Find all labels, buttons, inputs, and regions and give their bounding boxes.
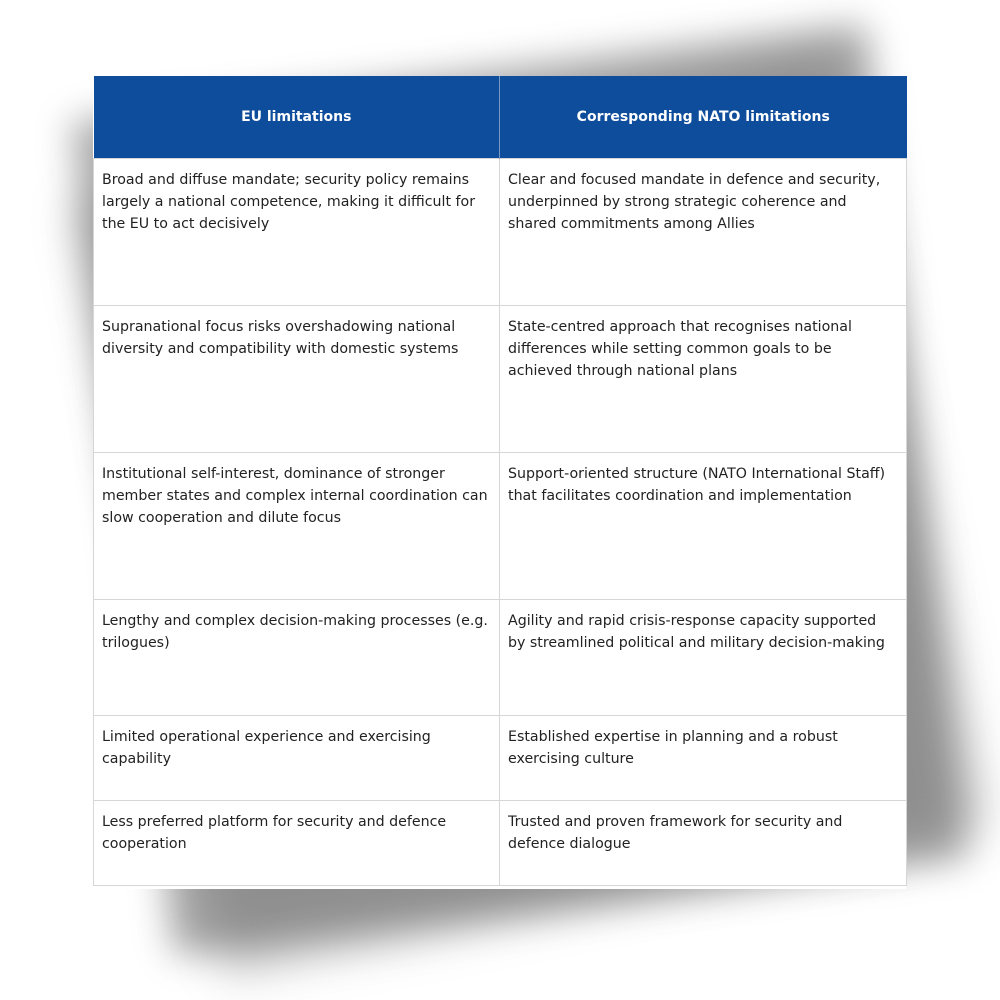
table-row bbox=[94, 306, 907, 453]
eu-limitation-cell: Lengthy and complex decision-making processes (e.g. trilogues) bbox=[94, 600, 500, 716]
limitations-table bbox=[93, 76, 907, 886]
nato-limitation-cell: Clear and focused mandate in defence and security, underpinned by strong strategic coherence and shared commitments among Allies bbox=[500, 159, 907, 306]
table-row bbox=[94, 801, 907, 886]
comparison-sheet bbox=[93, 76, 906, 889]
nato-limitation-cell: Established expertise in planning and a robust exercising culture bbox=[500, 716, 907, 801]
nato-limitation-cell: Trusted and proven framework for security and defence dialogue bbox=[500, 801, 907, 886]
eu-limitation-cell: Institutional self-interest, dominance of stronger member states and complex internal coordination can slow cooperation and dilute focus bbox=[94, 453, 500, 600]
table-row bbox=[94, 716, 907, 801]
eu-limitation-cell: Limited operational experience and exercising capability bbox=[94, 716, 500, 801]
eu-limitation-cell: Broad and diffuse mandate; security policy remains largely a national competence, making it difficult for the EU to act decisively bbox=[94, 159, 500, 306]
eu-limitation-cell: Less preferred platform for security and defence cooperation bbox=[94, 801, 500, 886]
nato-limitation-cell: Support-oriented structure (NATO International Staff) that facilitates coordination and implementation bbox=[500, 453, 907, 600]
nato-limitation-cell: Agility and rapid crisis-response capacity supported by streamlined political and military decision-making bbox=[500, 600, 907, 716]
nato-limitation-cell: State-centred approach that recognises national differences while setting common goals to be achieved through national plans bbox=[500, 306, 907, 453]
table-row bbox=[94, 600, 907, 716]
table-row bbox=[94, 159, 907, 306]
header-nato-limitations: Corresponding NATO limitations bbox=[500, 76, 907, 159]
table-row bbox=[94, 453, 907, 600]
eu-limitation-cell: Supranational focus risks overshadowing national diversity and compatibility with domestic systems bbox=[94, 306, 500, 453]
header-eu-limitations: EU limitations bbox=[94, 76, 500, 159]
table-header-row bbox=[94, 76, 907, 159]
